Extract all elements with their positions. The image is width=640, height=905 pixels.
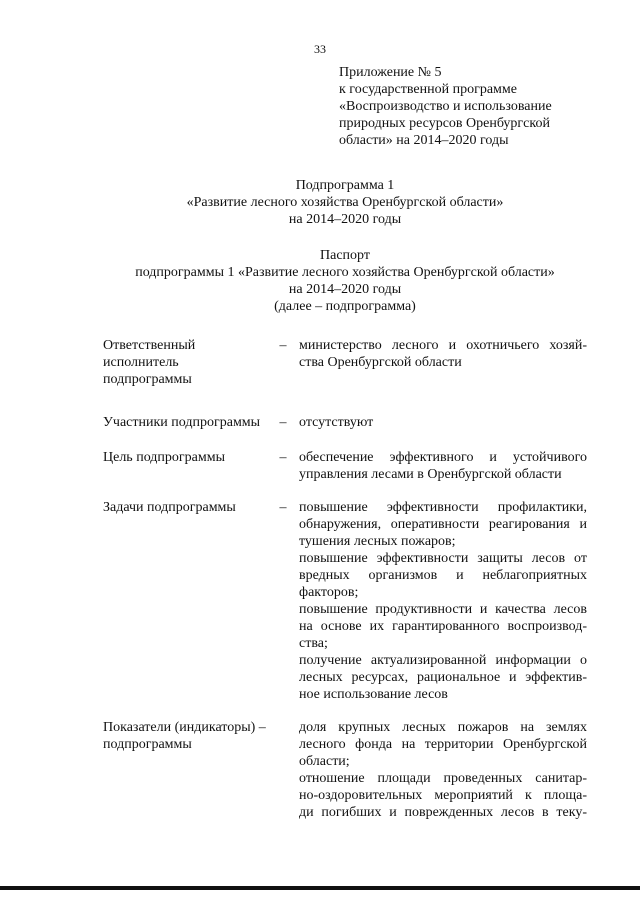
row-value-line: обеспечение эффективного и устойчивого <box>299 450 587 465</box>
row-label-line: Ответственный <box>103 338 196 353</box>
row-value-line: управления лесами в Оренбургской области <box>299 467 562 482</box>
row-value-line: получение актуализированной информации о <box>299 653 587 668</box>
row-label <box>103 414 273 431</box>
row-dash: – <box>279 450 287 465</box>
row-label-line: подпрограммы <box>103 372 192 387</box>
row-value-line: лесных ресурсах, рациональное и эффектив- <box>299 670 587 685</box>
appendix-line: «Воспроизводство и использование <box>339 99 552 114</box>
row-value <box>299 449 587 483</box>
subprogram-title-line: «Развитие лесного хозяйства Оренбургской области» <box>186 195 504 210</box>
row-value-line: отношение площади проведенных санитар- <box>299 771 587 786</box>
row-value <box>299 719 587 821</box>
row-label-line: Цель подпрограммы <box>103 450 225 465</box>
passport-title-line: Паспорт <box>320 248 370 263</box>
row-label-line: Показатели (индикаторы) – <box>103 720 266 735</box>
row-value-line: ди погибших и поврежденных лесов в теку- <box>299 805 587 820</box>
passport-title-line: подпрограммы 1 «Развитие лесного хозяйства Оренбургской области» <box>135 265 555 280</box>
row-label <box>103 499 273 516</box>
row-label-line: подпрограммы <box>103 737 192 752</box>
appendix-line: Приложение № 5 <box>339 65 442 80</box>
row-value-line: доля крупных лесных пожаров на землях <box>299 720 587 735</box>
row-value <box>299 499 587 703</box>
row-value-line: повышение продуктивности и качества лесов <box>299 602 587 617</box>
row-value-line: но-оздоровительных мероприятий к площа- <box>299 788 587 803</box>
row-value-line: факторов; <box>299 585 359 600</box>
scan-edge-line <box>0 886 640 890</box>
row-value-line: ства; <box>299 636 328 651</box>
row-value-line: области; <box>299 754 350 769</box>
row-value-line: тушения лесных пожаров; <box>299 534 456 549</box>
row-label <box>103 719 293 753</box>
row-value <box>299 337 587 371</box>
row-value-line: вредных организмов и неблагоприятных <box>299 568 587 583</box>
row-value-line: ное использование лесов <box>299 687 448 702</box>
row-value-line: повышение эффективности профилактики, <box>299 500 587 515</box>
passport-title-line: (далее – подпрограмма) <box>274 299 416 314</box>
subprogram-title <box>80 177 610 228</box>
row-value-line: повышение эффективности защиты лесов от <box>299 551 587 566</box>
row-dash: – <box>279 415 287 430</box>
passport-title-line: на 2014–2020 годы <box>288 282 402 297</box>
row-value-line: министерство лесного и охотничьего хозяй- <box>299 338 587 353</box>
row-value-line: ства Оренбургской области <box>299 355 462 370</box>
row-dash: – <box>279 500 287 515</box>
row-value <box>299 414 587 431</box>
page-number: 33 <box>314 42 326 56</box>
row-value-line: обнаружения, оперативности реагирования и <box>299 517 587 532</box>
row-value-line: на основе их гарантированного воспроизвод- <box>299 619 587 634</box>
row-label-line: Задачи подпрограммы <box>103 500 236 515</box>
row-value-line: отсутствуют <box>299 415 374 430</box>
subprogram-title-line: на 2014–2020 годы <box>288 212 402 227</box>
appendix-line: природных ресурсов Оренбургской <box>339 116 550 131</box>
row-label <box>103 337 273 388</box>
row-value-line: лесного фонда на территории Оренбургской <box>299 737 587 752</box>
row-dash: – <box>279 338 287 353</box>
appendix-line: к государственной программе <box>339 82 517 97</box>
appendix-reference <box>339 64 599 149</box>
row-label <box>103 449 273 466</box>
passport-title <box>80 247 610 315</box>
subprogram-title-line: Подпрограмма 1 <box>295 178 395 193</box>
appendix-line: области» на 2014–2020 годы <box>339 133 509 148</box>
row-label-line: Участники подпрограммы <box>103 415 261 430</box>
row-label-line: исполнитель <box>103 355 179 370</box>
